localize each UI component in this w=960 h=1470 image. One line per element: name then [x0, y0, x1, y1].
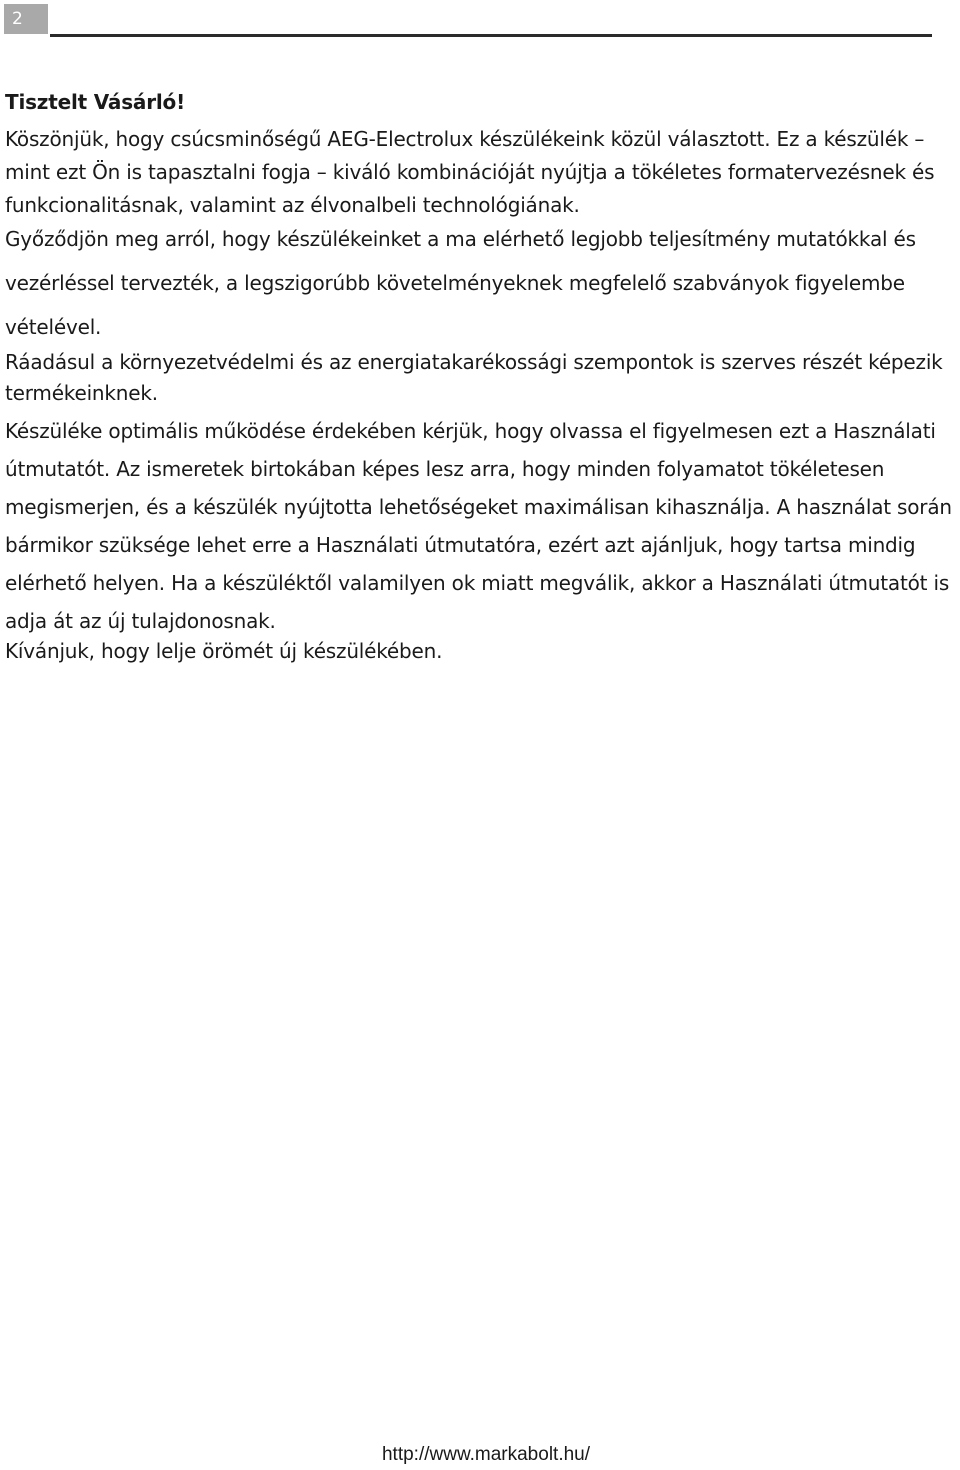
environment-paragraph: Ráadásul a környezetvédelmi és az energiatakarékossági szempontok is szerves részét képezik termékeinknek.: [5, 350, 943, 405]
letter-body: [5, 88, 955, 666]
instructions-paragraph: Készüléke optimális működése érdekében kérjük, hogy olvassa el figyelmesen ezt a Használati útmutatót. Az ismeretek birtokában képes lesz arra, hogy minden folyamatot tökéletesen megismerjen, és a készülék nyújtotta lehetőségeket maximálisan kihasználja. A használat során bármikor szüksége lehet erre a Használati útmutatóra, ezért azt ajánljuk, hogy tartsa mindig elérhető helyen. Ha a készüléktől valamilyen ok miatt megválik, akkor a Használati útmutatót is adja át az új tulajdonosnak.: [5, 419, 952, 633]
intro-paragraph: Köszönjük, hogy csúcsminőségű AEG-Electrolux készülékeink közül választott. Ez a készülék – mint ezt Ön is tapasztalni fogja – kiváló kombinációját nyújtja a tökéletes formatervezésnek és funkcionalitásnak, valamint az élvonalbeli technológiának.: [5, 127, 935, 217]
assurance-paragraph: Győződjön meg arról, hogy készülékeinket a ma elérhető legjobb teljesítmény mutatókkal és vezérléssel tervezték, a legszigorúbb követelményeknek megfelelő szabványok figyelembe vételével.: [5, 227, 916, 339]
page-number: 2: [4, 4, 48, 34]
greeting: Tisztelt Vásárló!: [5, 90, 186, 114]
header-rule: [50, 34, 932, 37]
footer-url: http://www.markabolt.hu/: [381, 1444, 591, 1465]
closing-paragraph: Kívánjuk, hogy lelje örömét új készülékében.: [5, 639, 443, 663]
